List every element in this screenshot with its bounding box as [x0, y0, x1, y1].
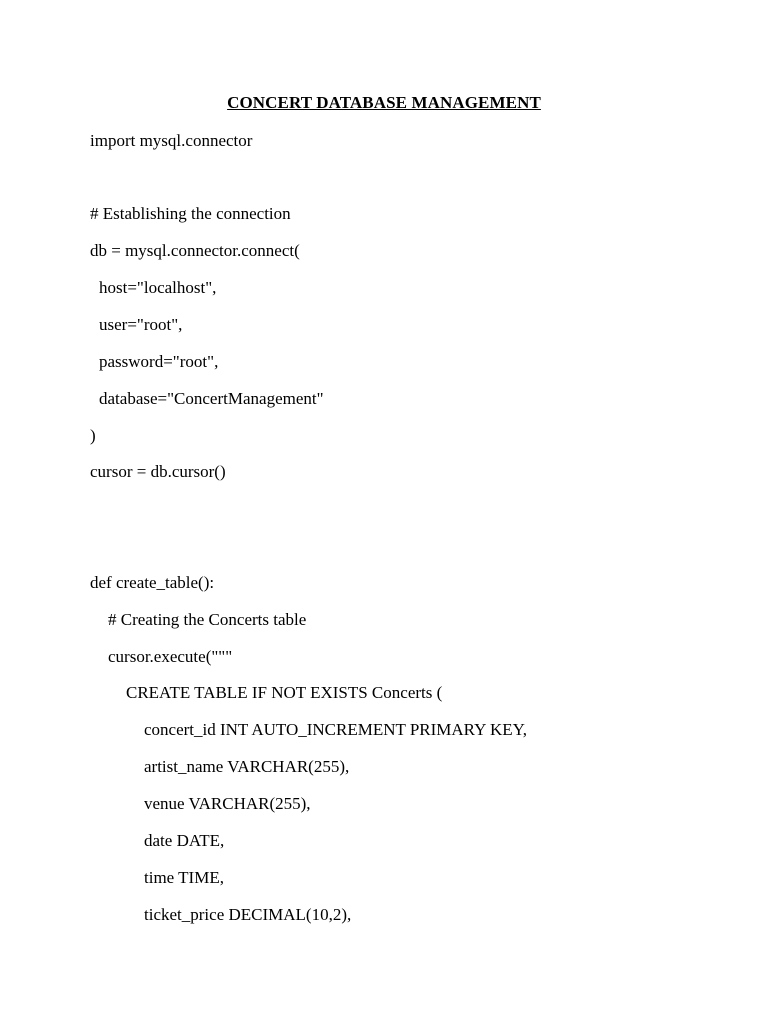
code-line-artist-name: artist_name VARCHAR(255),: [144, 757, 350, 776]
code-line-comment-connection: # Establishing the connection: [90, 204, 291, 223]
code-line-comment-create: # Creating the Concerts table: [108, 610, 307, 629]
code-line-concert-id: concert_id INT AUTO_INCREMENT PRIMARY KEY,: [144, 720, 527, 739]
code-line-def-create-table: def create_table():: [90, 573, 215, 592]
code-line-connect: db = mysql.connector.connect(: [90, 241, 300, 260]
code-line-create-table-sql: CREATE TABLE IF NOT EXISTS Concerts (: [126, 683, 443, 702]
code-line-ticket-price: ticket_price DECIMAL(10,2),: [144, 905, 352, 924]
code-line-host: host="localhost",: [99, 278, 217, 297]
code-line-venue: venue VARCHAR(255),: [144, 794, 311, 813]
code-line-date: date DATE,: [144, 831, 225, 850]
code-line-password: password="root",: [99, 352, 219, 371]
document-title: CONCERT DATABASE MANAGEMENT: [227, 93, 541, 112]
code-line-time: time TIME,: [144, 868, 224, 887]
code-line-user: user="root",: [99, 315, 183, 334]
code-line-execute: cursor.execute(""": [108, 647, 233, 666]
code-line-cursor: cursor = db.cursor(): [90, 462, 226, 481]
code-line-close-paren: ): [90, 426, 96, 445]
code-line-database: database="ConcertManagement": [99, 389, 324, 408]
code-line-import: import mysql.connector: [90, 131, 253, 150]
